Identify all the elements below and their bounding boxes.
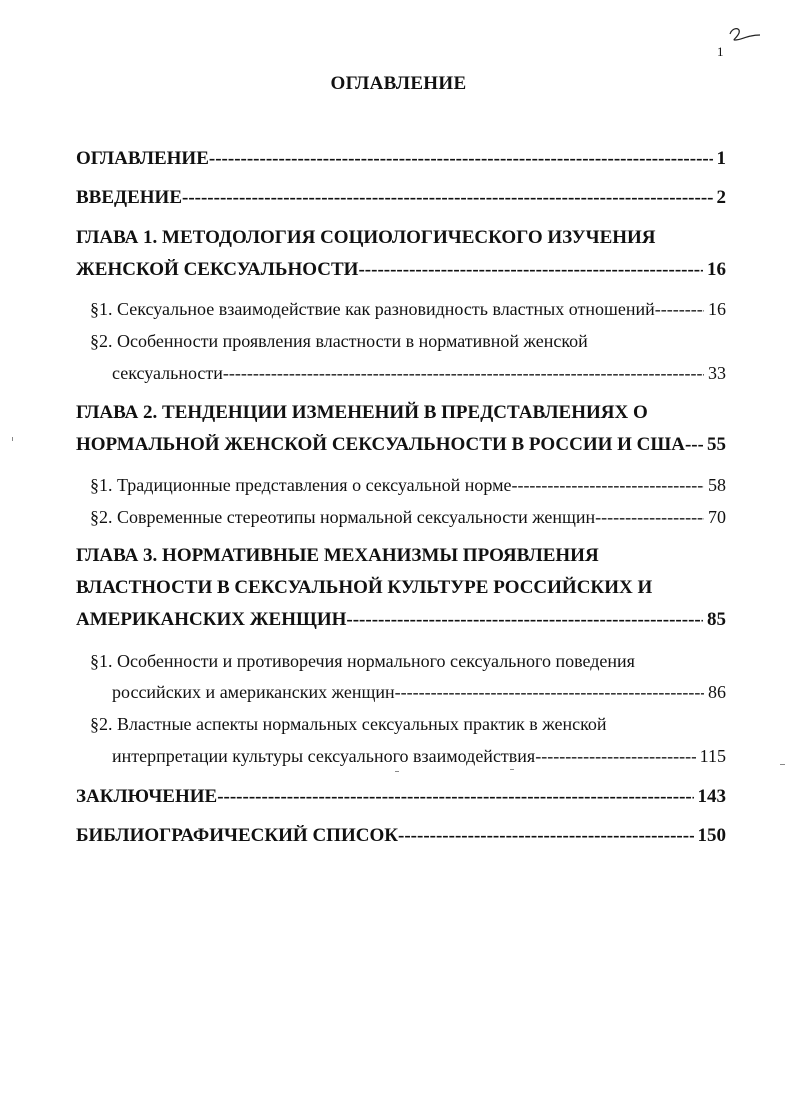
toc-leader [535, 746, 695, 767]
toc-leader [346, 609, 703, 631]
toc-entry-page: 33 [708, 363, 726, 383]
handwritten-page-mark [727, 24, 761, 44]
toc-ch3-sec2-heading: §2. Властные аспекты нормальных сексуальных практик в женской [90, 714, 607, 734]
toc-entry-page: 16 [708, 299, 726, 319]
scan-speck [510, 769, 514, 770]
toc-entry-label: интерпретации культуры сексуального взаимодействия [112, 746, 536, 766]
toc-entry-label: §2. Современные стереотипы нормальной сексуальности женщин [90, 507, 596, 527]
toc-entry-label: российских и американских женщин [112, 682, 395, 702]
toc-leader [217, 786, 693, 808]
toc-entry-chapter-1 [76, 259, 726, 281]
toc-entry-label: ЖЕНСКОЙ СЕКСУАЛЬНОСТИ [76, 259, 359, 280]
toc-leader [395, 682, 704, 703]
toc-entry-page: 1 [716, 148, 726, 169]
toc-entry-page: 115 [699, 746, 726, 766]
toc-entry-chapter-3 [76, 609, 726, 631]
toc-entry-page: 2 [716, 187, 726, 208]
toc-entry-chapter-2 [76, 434, 726, 456]
toc-entry-page: 86 [708, 682, 726, 702]
toc-leader [223, 363, 704, 384]
toc-entry-page: 70 [708, 507, 726, 527]
toc-title: ОГЛАВЛЕНИЕ [330, 73, 467, 94]
toc-entry-label: §1. Сексуальное взаимодействие как разновидность властных отношений [90, 299, 655, 319]
scan-speck [395, 771, 399, 772]
toc-leader [398, 825, 693, 847]
toc-entry-label: НОРМАЛЬНОЙ ЖЕНСКОЙ СЕКСУАЛЬНОСТИ В РОССИИ И США [76, 434, 685, 455]
toc-leader [182, 187, 713, 209]
toc-entry-page: 150 [697, 825, 726, 846]
toc-entry-label: ВВЕДЕНИЕ [76, 187, 182, 208]
toc-chapter-2-heading: ГЛАВА 2. ТЕНДЕНЦИИ ИЗМЕНЕНИЙ В ПРЕДСТАВЛЕНИЯХ О [76, 402, 648, 423]
toc-chapter-3-heading-line1: ГЛАВА 3. НОРМАТИВНЫЕ МЕХАНИЗМЫ ПРОЯВЛЕНИЯ [76, 545, 599, 566]
toc-entry-label: сексуальности [112, 363, 223, 383]
toc-entry-ch3-sec2 [112, 746, 726, 767]
toc-entry-label: БИБЛИОГРАФИЧЕСКИЙ СПИСОК [76, 825, 399, 846]
toc-entry-introduction [76, 187, 726, 209]
toc-entry-page: 16 [707, 259, 726, 280]
toc-entry-label: ОГЛАВЛЕНИЕ [76, 148, 209, 169]
toc-entry-ch2-sec2 [90, 507, 726, 528]
toc-chapter-3-heading-line2: ВЛАСТНОСТИ В СЕКСУАЛЬНОЙ КУЛЬТУРЕ РОССИЙСКИХ И [76, 577, 653, 598]
toc-leader [209, 148, 713, 170]
toc-entry-page: 58 [708, 475, 726, 495]
toc-ch1-sec2-heading: §2. Особенности проявления властности в нормативной женской [90, 331, 588, 351]
toc-leader [358, 259, 703, 281]
scan-speck [780, 764, 785, 765]
toc-ch3-sec1-heading: §1. Особенности и противоречия нормального сексуального поведения [90, 651, 635, 671]
toc-leader [595, 507, 704, 528]
toc-leader [655, 299, 704, 320]
scan-speck [12, 437, 13, 441]
toc-entry-page: 55 [707, 434, 726, 455]
toc-entry-ch2-sec1 [90, 475, 726, 496]
toc-entry-conclusion [76, 786, 726, 808]
toc-chapter-1-heading: ГЛАВА 1. МЕТОДОЛОГИЯ СОЦИОЛОГИЧЕСКОГО ИЗУЧЕНИЯ [76, 227, 656, 248]
toc-entry-bibliography [76, 825, 726, 847]
toc-entry-page: 85 [707, 609, 726, 630]
toc-entry-page: 143 [697, 786, 726, 807]
toc-entry-contents [76, 148, 726, 170]
toc-entry-label: §1. Традиционные представления о сексуальной норме [90, 475, 512, 495]
page-number: 1 [717, 44, 724, 59]
toc-entry-ch3-sec1 [112, 682, 726, 703]
toc-entry-ch1-sec1 [90, 299, 726, 320]
toc-leader [685, 434, 703, 456]
toc-leader [511, 475, 704, 496]
toc-entry-label: ЗАКЛЮЧЕНИЕ [76, 786, 218, 807]
toc-entry-label: АМЕРИКАНСКИХ ЖЕНЩИН [76, 609, 347, 630]
toc-entry-ch1-sec2 [112, 363, 726, 384]
